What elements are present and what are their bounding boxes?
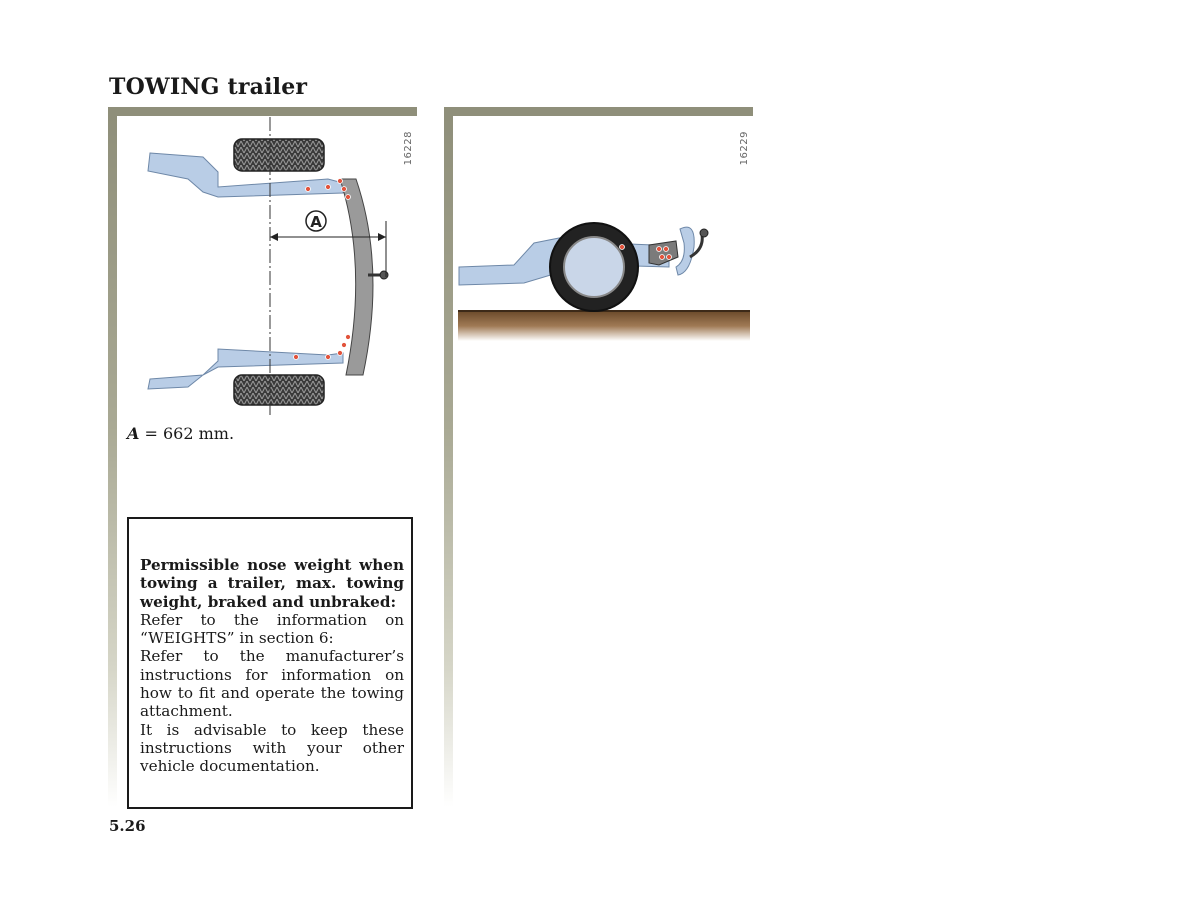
note-paragraph: It is advisable to keep these instructions with your other vehicle documentation. — [140, 720, 404, 776]
note-paragraph: Refer to the information on “WEIGHTS” in section 6: — [140, 610, 404, 648]
note-heading: Permissible nose weight when towing a trailer, max. towing weight, braked and unbraked: — [140, 556, 404, 611]
tow-bar-top-view-illustration — [118, 117, 417, 415]
caption-symbol: A — [127, 424, 140, 443]
figure-reference-code: 16229 — [739, 131, 750, 166]
side-view-figure — [454, 117, 753, 415]
note-paragraph: Refer to the manufacturer’s instructions for information on how to fit and operate the towing attachment. — [140, 647, 404, 721]
tow-bar-side-view-illustration — [454, 117, 753, 415]
figure-reference-code: 16228 — [403, 131, 414, 166]
caption-text: = 662 mm. — [139, 424, 235, 443]
top-view-figure — [118, 117, 417, 415]
dimension-marker-a: A — [310, 213, 322, 231]
column-side-bar — [108, 116, 117, 807]
page-number: 5.26 — [109, 817, 146, 835]
column-top-bar — [444, 107, 753, 116]
page-title: TOWING trailer — [109, 74, 308, 100]
column-side-bar — [444, 116, 453, 807]
note-content — [140, 556, 404, 776]
dimension-caption — [127, 424, 234, 443]
right-column — [444, 107, 753, 807]
note-box — [127, 517, 413, 809]
column-top-bar — [108, 107, 417, 116]
